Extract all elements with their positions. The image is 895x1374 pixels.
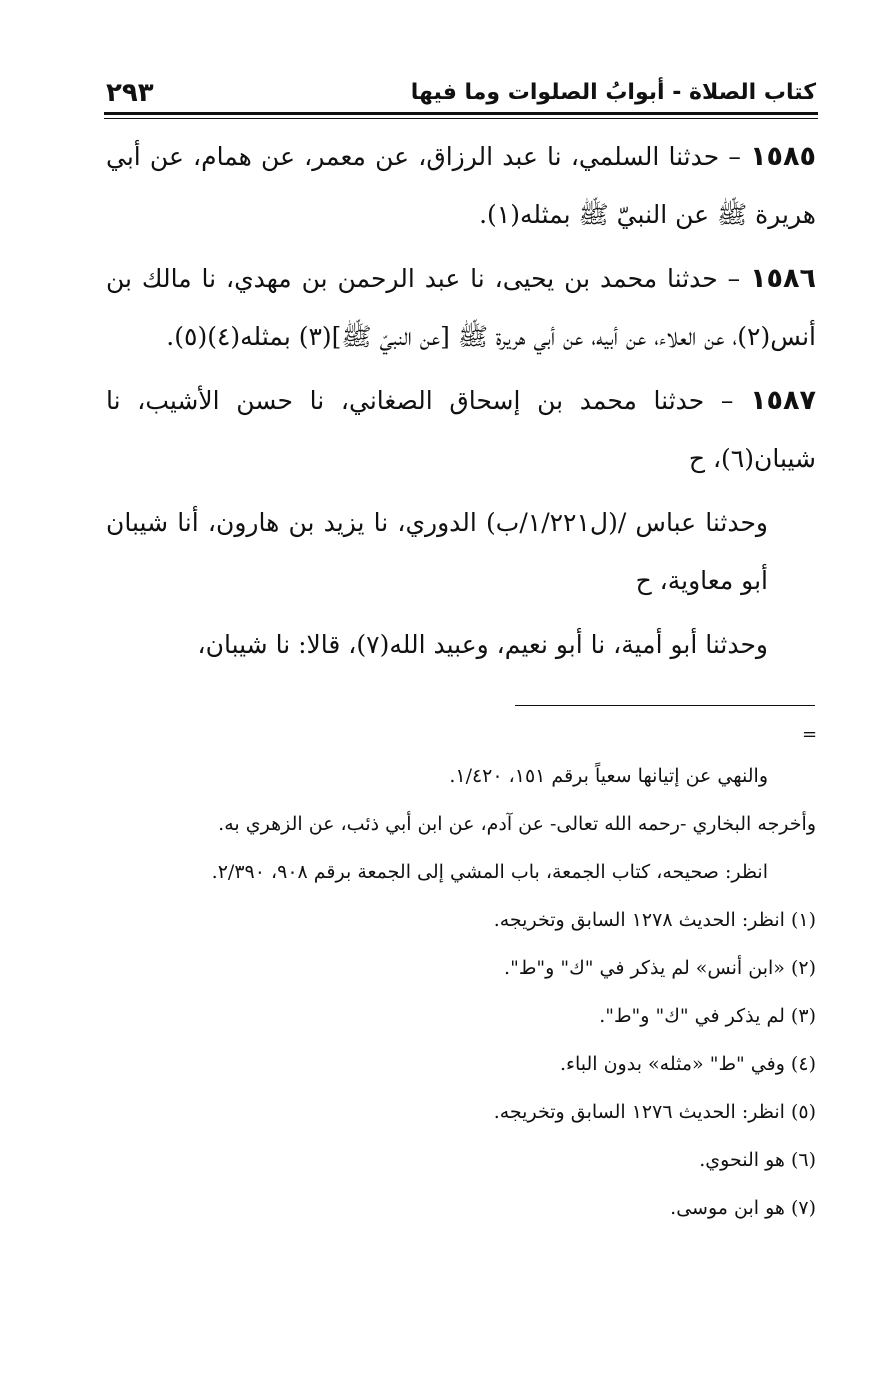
footnote-carryover-line: انظر: صحيحه، كتاب الجمعة، باب المشي إلى الجمعة برقم ٩٠٨، ٢/٣٩٠. bbox=[211, 861, 768, 883]
footnote-item: (٦) هو النحوي. bbox=[699, 1149, 816, 1171]
footnote-item: (١) انظر: الحديث ١٢٧٨ السابق وتخريجه. bbox=[493, 909, 816, 931]
footnote-item: (٤) وفي "ط" «مثله» بدون الباء. bbox=[560, 1053, 816, 1075]
chain-paragraph: وحدثنا أبو أمية، نا أبو نعيم، وعبيد الله(٧)، قالا: نا شيبان، bbox=[197, 630, 768, 659]
page-number: ٢٩٣ bbox=[106, 78, 154, 108]
hadith-text: – حدثنا محمد بن يحيى، نا عبد الرحمن بن مهدي، نا مالك بن أنس(٢)، عن العلاء، عن أبيه، عن أبي هريرة ﷺ [عن النبيّ ﷺ](٣) بمثله(٤)(٥). bbox=[106, 264, 816, 351]
footnote-continued-marker: = bbox=[802, 724, 818, 745]
footnote-item: (٣) لم يذكر في "ك" و"ط". bbox=[599, 1005, 816, 1027]
hadith-paragraph bbox=[106, 250, 816, 366]
footnotes bbox=[106, 752, 816, 1232]
footnote-item: (٥) انظر: الحديث ١٢٧٦ السابق وتخريجه. bbox=[493, 1101, 816, 1123]
header-rule-thin bbox=[104, 118, 818, 119]
header-rule-thick bbox=[104, 112, 818, 115]
footnote-carryover-line: وأخرجه البخاري -رحمه الله تعالى- عن آدم، عن ابن أبي ذئب، عن الزهري به. bbox=[218, 813, 816, 835]
page-header bbox=[106, 74, 816, 110]
hadith-text: – حدثنا السلمي، نا عبد الرزاق، عن معمر، عن همام، عن أبي هريرة ﷺ عن النبيّ ﷺ بمثله(١). bbox=[106, 142, 816, 229]
hadith-number: ١٥٨٧ bbox=[750, 385, 816, 416]
hadith-paragraph bbox=[106, 128, 816, 244]
footnote-separator bbox=[515, 705, 815, 706]
hadith-number: ١٥٨٦ bbox=[750, 263, 816, 294]
footnote-item: (٢) «ابن أنس» لم يذكر في "ك" و"ط". bbox=[504, 957, 816, 979]
running-title: كتاب الصلاة - أبوابُ الصلوات وما فيها bbox=[410, 80, 816, 105]
main-text bbox=[106, 128, 816, 680]
footnote-item: (٧) هو ابن موسى. bbox=[670, 1197, 816, 1219]
hadith-text: – حدثنا محمد بن إسحاق الصغاني، نا حسن الأشيب، نا شيبان(٦)، ح bbox=[106, 386, 816, 473]
hadith-paragraph bbox=[106, 372, 816, 488]
footnote-carryover-line: والنهي عن إتيانها سعياً برقم ١٥١، ١/٤٢٠. bbox=[449, 765, 768, 787]
hadith-number: ١٥٨٥ bbox=[750, 141, 816, 172]
chain-paragraph: وحدثنا عباس /(ل١/٢٢١/ب) الدوري، نا يزيد بن هارون، أنا شيبان أبو معاوية، ح bbox=[106, 508, 768, 595]
